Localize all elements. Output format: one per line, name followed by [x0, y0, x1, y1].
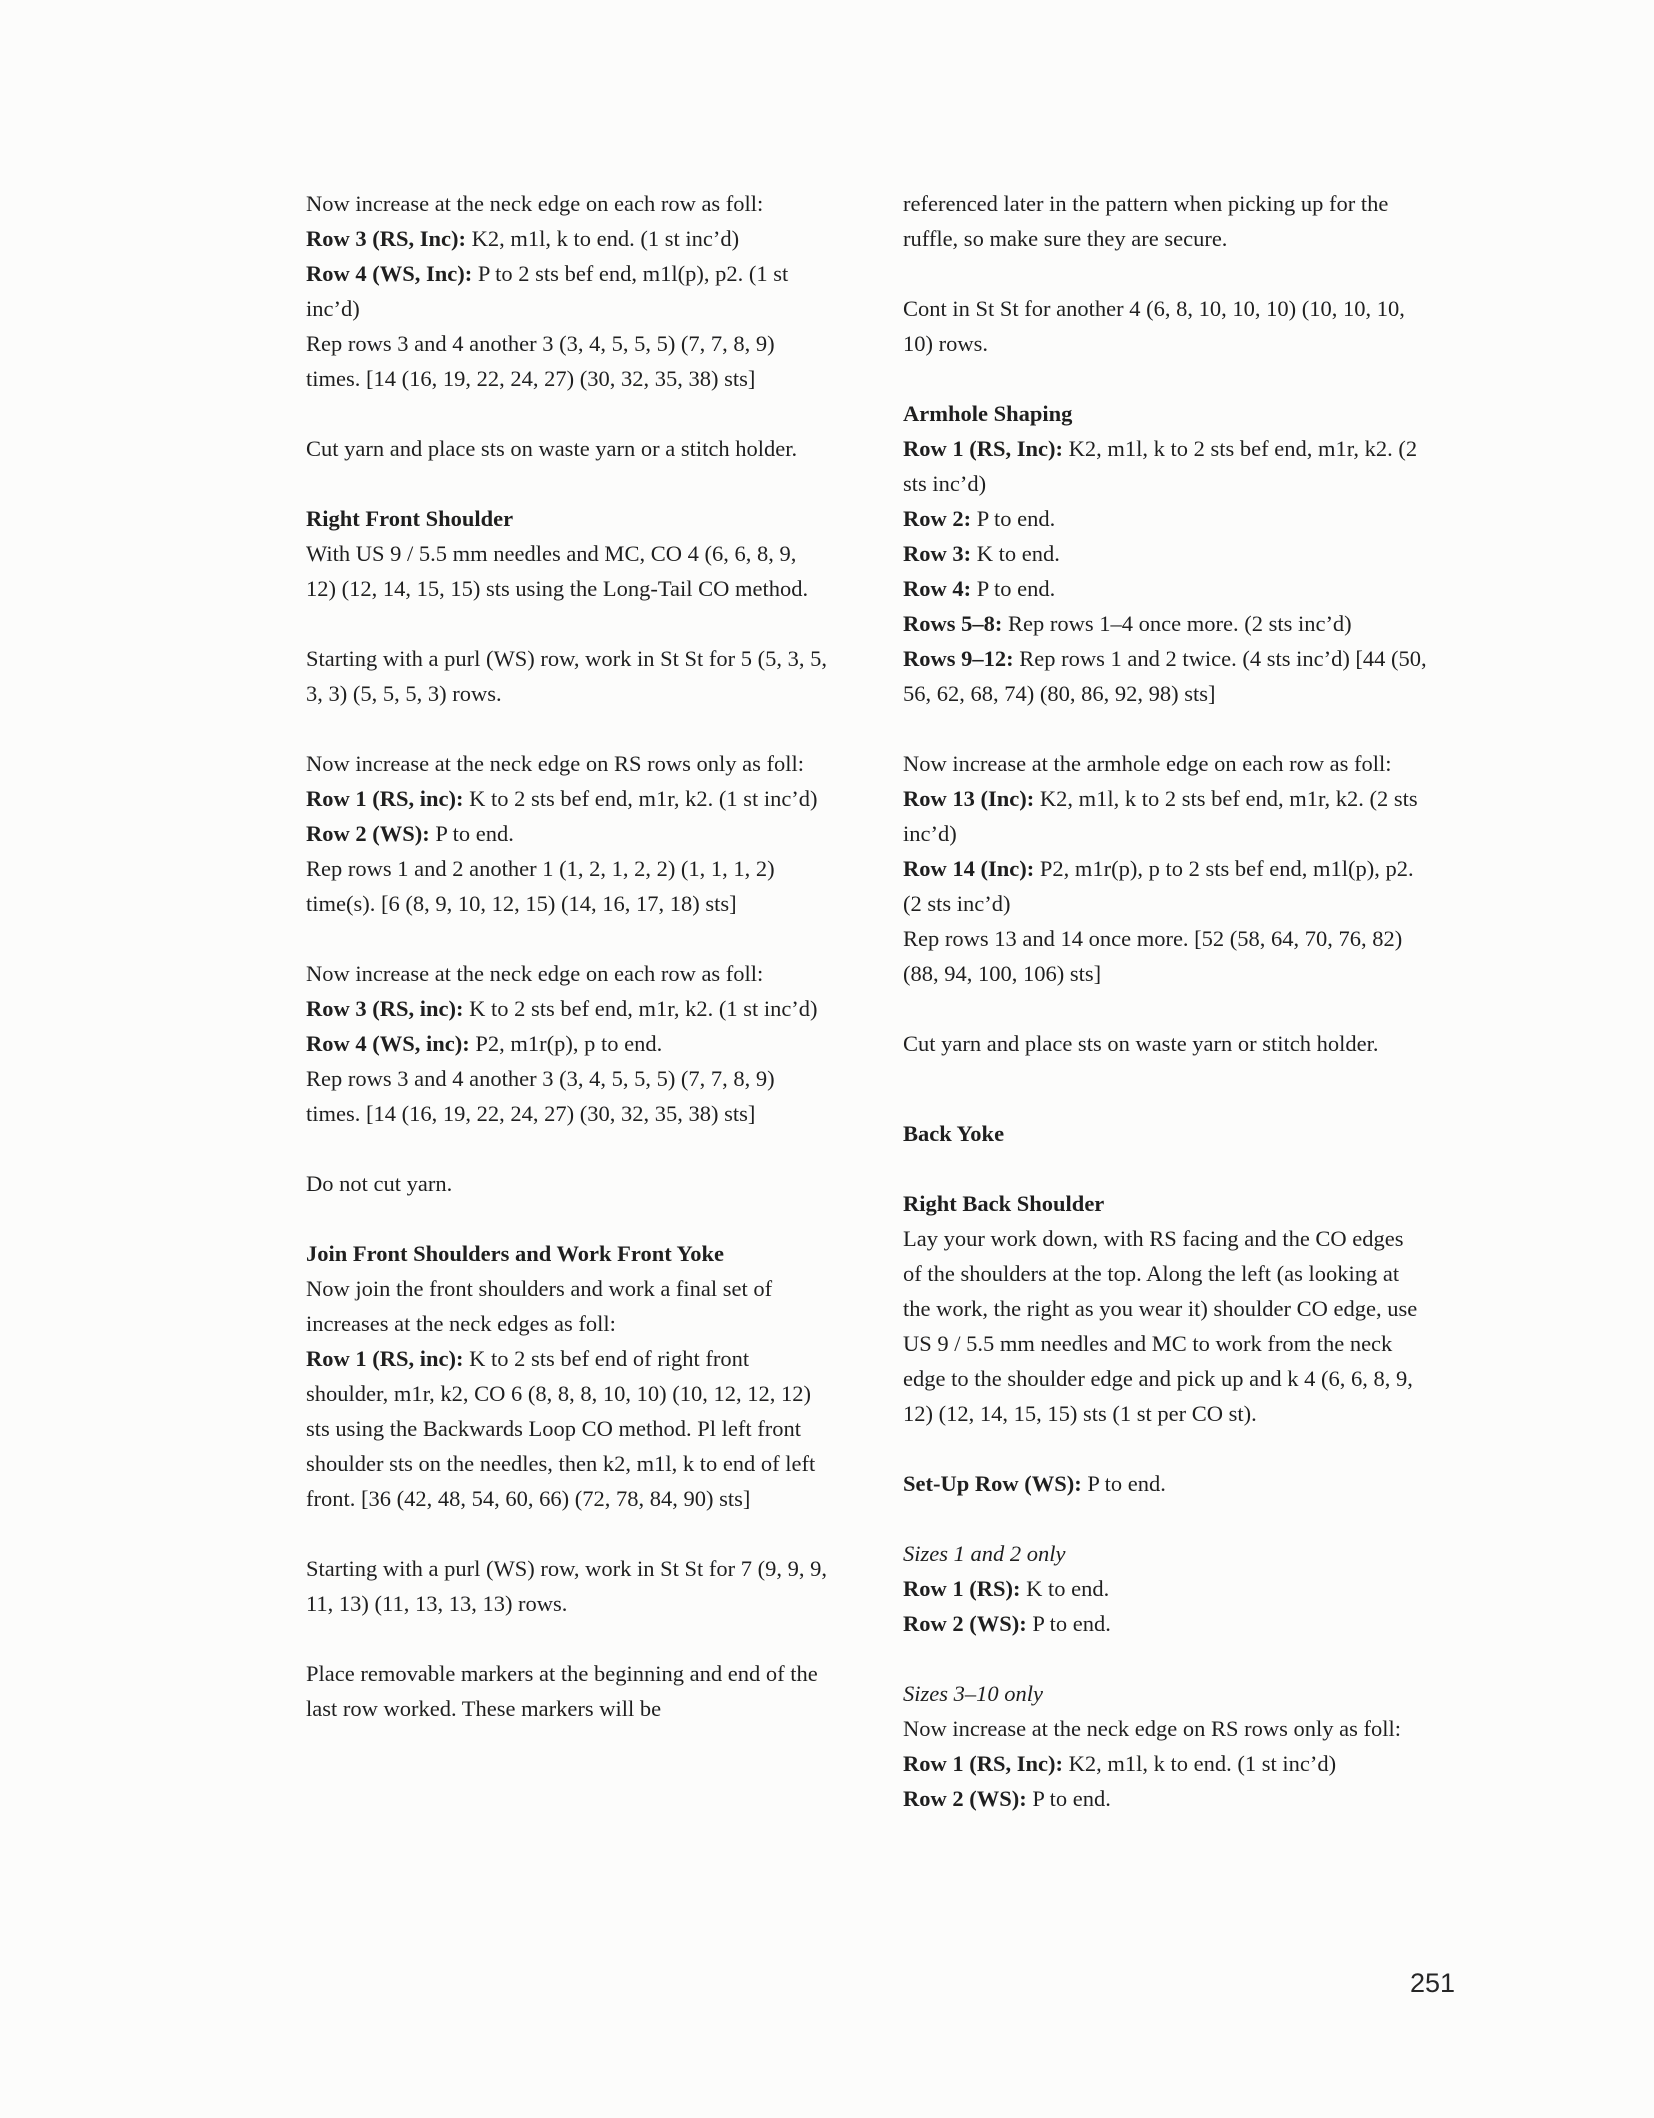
- text-line: Now increase at the neck edge on RS rows only as foll:: [306, 751, 804, 776]
- para-place-removable-markers: [306, 1656, 830, 1726]
- text-line: referenced later in the pattern when picking up for the ruffle, so make sure they are secure.: [903, 191, 1389, 251]
- text-line: Now join the front shoulders and work a final set of increases at the neck edges as foll:: [306, 1276, 773, 1336]
- text-line: Rep rows 1 and 2 another 1 (1, 2, 1, 2, 2) (1, 1, 1, 2) time(s). [6 (8, 9, 10, 12, 15) (14, 16, 17, 18) sts]: [306, 856, 775, 916]
- text-line: Place removable markers at the beginning and end of the last row worked. These markers will be: [306, 1661, 818, 1721]
- heading-back-yoke: [903, 1116, 1427, 1151]
- text-line: Back Yoke: [903, 1121, 1005, 1146]
- section-right-back-shoulder: [903, 1186, 1427, 1431]
- para-set-up-row: [903, 1466, 1427, 1501]
- para-st-st-5-rows: [306, 641, 830, 711]
- text-line: Starting with a purl (WS) row, work in St St for 7 (9, 9, 9, 11, 13) (11, 13, 13, 13) rows.: [306, 1556, 827, 1616]
- right-column: [903, 186, 1427, 1851]
- para-markers-continued: [903, 186, 1427, 256]
- para-st-st-7-rows: [306, 1551, 830, 1621]
- text-line: Sizes 3–10 only: [903, 1681, 1043, 1706]
- text-line: Rep rows 3 and 4 another 3 (3, 4, 5, 5, 5) (7, 7, 8, 9) times. [14 (16, 19, 22, 24, 27) (30, 32, 35, 38) sts]: [306, 331, 775, 391]
- text-line: Row 4 (WS, Inc): P to 2 sts bef end, m1l(p), p2. (1 st inc’d): [306, 261, 789, 321]
- para-neck-inc-each-row-left-front: [306, 186, 830, 396]
- text-line: Rep rows 3 and 4 another 3 (3, 4, 5, 5, 5) (7, 7, 8, 9) times. [14 (16, 19, 22, 24, 27) (30, 32, 35, 38) sts]: [306, 1066, 775, 1126]
- text-line: Row 4: P to end.: [903, 576, 1056, 601]
- section-join-front-shoulders: [306, 1236, 830, 1516]
- para-cont-st-st: [903, 291, 1427, 361]
- para-do-not-cut-yarn: [306, 1166, 830, 1201]
- text-line: Right Back Shoulder: [903, 1191, 1105, 1216]
- text-line: Now increase at the neck edge on each row as foll:: [306, 961, 764, 986]
- text-line: Row 3: K to end.: [903, 541, 1060, 566]
- text-line: Row 14 (Inc): P2, m1r(p), p to 2 sts bef end, m1l(p), p2. (2 sts inc’d): [903, 856, 1414, 916]
- text-line: Row 4 (WS, inc): P2, m1r(p), p to end.: [306, 1031, 663, 1056]
- text-line: Row 2 (WS): P to end.: [903, 1611, 1111, 1636]
- text-line: Sizes 1 and 2 only: [903, 1541, 1066, 1566]
- text-line: Now increase at the armhole edge on each row as foll:: [903, 751, 1392, 776]
- text-line: With US 9 / 5.5 mm needles and MC, CO 4 (6, 6, 8, 9, 12) (12, 14, 15, 15) sts using the Long-Tail CO method.: [306, 541, 809, 601]
- text-line: Row 13 (Inc): K2, m1l, k to 2 sts bef end, m1r, k2. (2 sts inc’d): [903, 786, 1418, 846]
- text-line: Rows 5–8: Rep rows 1–4 once more. (2 sts inc’d): [903, 611, 1352, 636]
- text-line: Set-Up Row (WS): P to end.: [903, 1471, 1166, 1496]
- text-line: Now increase at the neck edge on RS rows only as foll:: [903, 1716, 1401, 1741]
- text-line: Lay your work down, with RS facing and the CO edges of the shoulders at the top. Along the left (as looking at the work, the right as you wear it) shoulder CO edge, use US 9 / 5.5 mm needles and MC to work from the neck edge to the shoulder edge and pick up and k 4 (6, 6, 8, 9, 12) (12, 14, 15, 15) sts (1 st per CO st).: [903, 1226, 1418, 1426]
- left-column: [306, 186, 830, 1761]
- text-line: Row 1 (RS, inc): K to 2 sts bef end of right front shoulder, m1r, k2, CO 6 (8, 8, 8, 10, 10) (10, 12, 12, 12) sts using the Backwards Loop CO method. Pl left front shoulder sts on the needles, then k2, m1l, k to end of left front. [36 (42, 48, 54, 60, 66) (72, 78, 84, 90) sts]: [306, 1346, 816, 1511]
- text-line: Starting with a purl (WS) row, work in St St for 5 (5, 3, 5, 3, 3) (5, 5, 5, 3) rows.: [306, 646, 827, 706]
- para-sizes-3-10-only: [903, 1676, 1427, 1816]
- text-line: Row 2: P to end.: [903, 506, 1056, 531]
- text-line: Rep rows 13 and 14 once more. [52 (58, 64, 70, 76, 82) (88, 94, 100, 106) sts]: [903, 926, 1403, 986]
- text-line: Join Front Shoulders and Work Front Yoke: [306, 1241, 725, 1266]
- text-line: Row 3 (RS, inc): K to 2 sts bef end, m1r, k2. (1 st inc’d): [306, 996, 818, 1021]
- text-line: Cut yarn and place sts on waste yarn or stitch holder.: [903, 1031, 1379, 1056]
- text-line: Cont in St St for another 4 (6, 8, 10, 10, 10) (10, 10, 10, 10) rows.: [903, 296, 1405, 356]
- text-line: Row 1 (RS, inc): K to 2 sts bef end, m1r, k2. (1 st inc’d): [306, 786, 818, 811]
- para-sizes-1-and-2-only: [903, 1536, 1427, 1641]
- section-armhole-shaping: [903, 396, 1427, 711]
- para-neck-inc-each-row-second: [306, 956, 830, 1131]
- text-line: Right Front Shoulder: [306, 506, 514, 531]
- page-number: 251: [1409, 1968, 1455, 1998]
- text-line: Row 1 (RS, Inc): K2, m1l, k to end. (1 st inc’d): [903, 1751, 1337, 1776]
- text-line: Row 1 (RS, Inc): K2, m1l, k to 2 sts bef end, m1r, k2. (2 sts inc’d): [903, 436, 1418, 496]
- para-cut-yarn-left-front: [306, 431, 830, 466]
- text-line: Rows 9–12: Rep rows 1 and 2 twice. (4 sts inc’d) [44 (50, 56, 62, 68, 74) (80, 86, 92, 98) sts]: [903, 646, 1427, 706]
- section-right-front-shoulder: [306, 501, 830, 606]
- para-armhole-inc-each-row: [903, 746, 1427, 991]
- para-cut-yarn-back: [903, 1026, 1427, 1061]
- para-neck-inc-rs-rows-only: [306, 746, 830, 921]
- text-line: Cut yarn and place sts on waste yarn or a stitch holder.: [306, 436, 798, 461]
- text-line: Row 2 (WS): P to end.: [903, 1786, 1111, 1811]
- text-line: Do not cut yarn.: [306, 1171, 453, 1196]
- text-line: Row 3 (RS, Inc): K2, m1l, k to end. (1 st inc’d): [306, 226, 740, 251]
- text-line: Now increase at the neck edge on each row as foll:: [306, 191, 764, 216]
- text-line: Armhole Shaping: [903, 401, 1073, 426]
- text-line: Row 2 (WS): P to end.: [306, 821, 514, 846]
- text-line: Row 1 (RS): K to end.: [903, 1576, 1110, 1601]
